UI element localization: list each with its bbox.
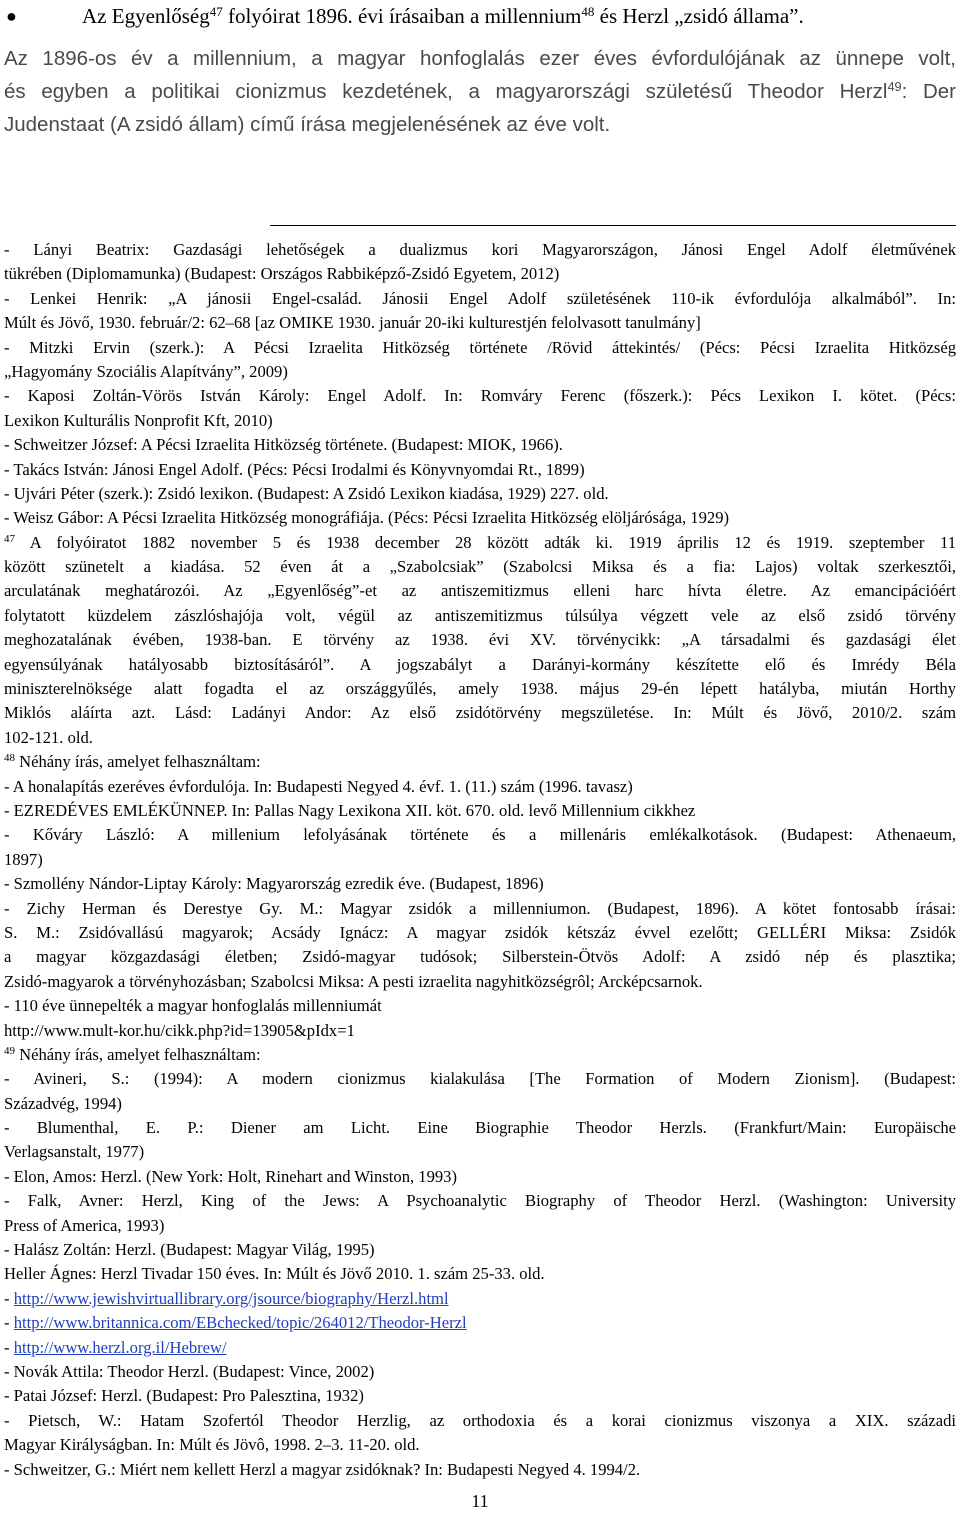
footnote-link-line: - http://www.jewishvirtuallibrary.org/jsource/biography/Herzl.html [4,1288,449,1308]
footnote-line: Századvég, 1994) [4,1093,122,1113]
footnote-marker-48: 48 [4,752,15,765]
footnote-47-first-line: $^{47}$ A folyóiratot 1882 november 5 és 1938 december 28 között adták ki. 1919 április 12 és 1919. szeptember 11 [4,532,956,552]
britannica-link[interactable]: http://www.britannica.com/EBchecked/topic/264012/Theodor-Herzl [13,1313,467,1333]
footnote-49-first-line: $^{49}$ Néhány írás, amelyet felhasználtam: [4,1044,261,1064]
footnote-line: Press of America, 1993) [4,1215,165,1235]
footnote-line: - Szmollény Nándor-Liptay Károly: Magyarország ezredik éve. (Budapest, 1896) [4,874,544,894]
footnote-line: arculatának meghatározói. Az „Egyenlőség”-et az antiszemitizmus elleni harc hívta életre. Az emancipációért [4,581,956,601]
footnote-line: Miklós aláírta azt. Lásd: Ladányi Andor: Az első zsidótörvény megszületése. In: Múlt és Jövő, 2010/2. szám [4,703,956,723]
footnote-line: - Avineri, S.: (1994): A modern cionizmus kialakulása [The Formation of Modern Zionism]. (Budapest: [4,1069,956,1089]
footnote-line: - Kőváry László: A millenium lefolyásának története és a millenáris emlékalkotások. (Budapest: Athenaeum, [4,825,956,845]
footnote-line: Múlt és Jövő, 1930. február/2: 62–68 [az OMIKE 1930. január 20-iki kulturestjén felolvasott tanulmány] [4,313,701,333]
footnote-line: - Falk, Avner: Herzl, King of the Jews: A Psychoanalytic Biography of Theodor Herzl. (Washington: University [4,1191,956,1211]
footnote-line: meghozatalának évében, 1938-ban. E törvény az 1938. évi XV. törvénycikk: „A társadalmi és gazdasági élet [4,630,956,650]
footnote-marker-49: 49 [4,1044,15,1057]
footnote-line: - Zichy Herman és Derestye Gy. M.: Magyar zsidók a millenniumon. (Budapest, 1896). A kötet fontosabb írásai: [4,898,956,918]
body-line: Az 1896-os év a millennium, a magyar honfoglalás ezer éves évfordulójának az ünnepe volt, [4,47,956,70]
footnote-line: között szünetelt a kiadása. 52 éven át a „Szabolcsiak” (Szabolcsi Miksa és a fia: Lajos) voltak szerkesztői, [4,557,956,577]
footnote-line: 1897) [4,849,43,869]
footnote-48-first-line: $^{48}$ Néhány írás, amelyet felhasználtam: [4,752,261,772]
herzl-org-link[interactable]: http://www.herzl.org.il/Hebrew/ [13,1337,227,1357]
footnote-line: tükrében (Diplomamunka) (Budapest: Országos Rabbiképző-Zsidó Egyetem, 2012) [4,264,560,284]
footnote-ref-47[interactable]: 47 [209,3,223,19]
footnote-link-line: - http://www.herzl.org.il/Hebrew/ [4,1337,227,1357]
footnote-line: Heller Ágnes: Herzl Tivadar 150 éves. In: Múlt és Jövő 2010. 1. szám 25-33. old. [4,1264,545,1284]
bullet-icon: ● [6,6,17,26]
footnote-line: - Patai József: Herzl. (Budapest: Pro Palesztina, 1932) [4,1386,364,1406]
body-paragraph [4,42,956,141]
footnote-line: - Novák Attila: Theodor Herzl. (Budapest: Vince, 2002) [4,1361,375,1381]
bullet-text: Az Egyenlőség$^{47}$ folyóirat 1896. évi írásaiban a millennium$^{48}$ és Herzl „zsidó állama”. [82,3,804,28]
footnotes [4,238,956,1482]
footnote-line: - Blumenthal, E. P.: Diener am Licht. Eine Biographie Theodor Herzls. (Frankfurt/Main: Europäische [4,1118,956,1138]
footnote-line: Verlagsanstalt, 1977) [4,1142,145,1162]
footnote-ref-49[interactable]: 49 [887,79,902,95]
footnote-url-line[interactable]: http://www.mult-kor.hu/cikk.php?id=13905&pIdx=1 [4,1020,355,1040]
footnote-line: „Hagyomány Szociális Alapítvány”, 2009) [4,361,288,381]
footnote-line: - Mitzki Ervin (szerk.): A Pécsi Izraelita Hitközség története /Rövid áttekintés/ (Pécs: Pécsi Izraelita Hitközség [4,337,956,357]
footnote-separator [270,225,956,226]
footnote-line: S. M.: Zsidóvallású magyarok; Acsády Ignácz: A magyar zsidók kétszáz évvel ezelőtt; GELLÉRI Miksa: Zsidók [4,922,956,942]
footnote-line: a magyar közgazdasági életben; Zsidó-magyar tudósok; Silberstein-Ötvös Adolf: A zsidó nép és plasztika; [4,947,956,967]
footnote-line: 102-121. old. [4,727,93,747]
jewishvirtuallibrary-link[interactable]: http://www.jewishvirtuallibrary.org/jsource/biography/Herzl.html [13,1288,449,1308]
footnote-line: Magyar Királyságban. In: Múlt és Jövô, 1998. 2–3. 11-20. old. [4,1435,420,1455]
footnote-line: - A honalapítás ezeréves évfordulója. In: Budapesti Negyed 4. évf. 1. (11.) szám (1996. tavasz) [4,776,633,796]
footnote-line: egyensúlyának hatályosabb biztosításáról”. A jogszabályt a Darányi-kormány készítette elő és Imrédy Béla [4,654,956,674]
footnote-line: - Kaposi Zoltán-Vörös István Károly: Engel Adolf. In: Romváry Ferenc (főszerk.): Pécs Lexikon I. kötet. (Pécs: [4,386,956,406]
footnote-line: Lexikon Kulturális Nonprofit Kft, 2010) [4,410,273,430]
footnote-line: Zsidó-magyarok a törvényhozásban; Szabolcsi Miksa: A pesti izraelita nagyhitközségrôl; Arcképcsarnok. [4,971,703,991]
footnote-line: - Schweitzer, G.: Miért nem kellett Herzl a magyar zsidóknak? In: Budapesti Negyed 4. 1994/2. [4,1459,641,1479]
footnote-line: - Lányi Beatrix: Gazdasági lehetőségek a dualizmus kori Magyarországon, Jánosi Engel Adolf életművének [4,240,956,259]
page-number: 11 [471,1491,489,1511]
footnote-line: folytatott küzdelem zászlóshajója volt, végül az antiszemitizmus túlsúlya végzett vele az első zsidó törvény [4,605,956,625]
footnote-line: - Takács István: Jánosi Engel Adolf. (Pécs: Pécsi Irodalmi és Könyvnyomdai Rt., 1899) [4,459,585,479]
footnote-link-line: - http://www.britannica.com/EBchecked/topic/264012/Theodor-Herzl [4,1313,467,1333]
footnote-line: - Lenkei Henrik: „A jánosii Engel-család. Jánosii Engel Adolf születésének 110-ik évfordulója alkalmából”. In: [4,288,956,308]
footnote-marker-47: 47 [4,532,15,545]
footnote-ref-48[interactable]: 48 [581,3,595,19]
footnote-line: miniszterelnöksége alatt fogadta el az országgyűlés, amely 1938. május 29-én lépett hatályba, miután Horthy [4,679,956,699]
footnote-line: - Elon, Amos: Herzl. (New York: Holt, Rinehart and Winston, 1993) [4,1166,458,1186]
footnote-line: - Halász Zoltán: Herzl. (Budapest: Magyar Világ, 1995) [4,1240,375,1260]
footnote-line: - 110 éve ünnepelték a magyar honfoglalás millenniumát [4,996,382,1016]
footnote-line: - Ujvári Péter (szerk.): Zsidó lexikon. (Budapest: A Zsidó Lexikon kiadása, 1929) 227. old. [4,483,609,503]
footnote-line: - EZREDÉVES EMLÉKÜNNEP. In: Pallas Nagy Lexikona XII. köt. 670. old. levő Millennium cikkhez [4,800,696,820]
footnote-line: - Pietsch, W.: Hatam Szofertól Theodor Herzlig, az orthodoxia és a korai cionizmus viszonya a XIX. századi [4,1410,956,1430]
body-line: és egyben a politikai cionizmus kezdetének, a magyarországi születésű Theodor Herzl$^{49}$: Der [4,79,956,103]
body-line: Judenstaat (A zsidó állam) című írása megjelenésének az éve volt. [4,113,611,136]
footnote-line: - Schweitzer József: A Pécsi Izraelita Hitközség története. (Budapest: MIOK, 1966). [4,435,563,455]
footnote-line: - Weisz Gábor: A Pécsi Izraelita Hitközség monográfiája. (Pécs: Pécsi Izraelita Hitközség elöljárósága, 1929) [4,508,730,528]
